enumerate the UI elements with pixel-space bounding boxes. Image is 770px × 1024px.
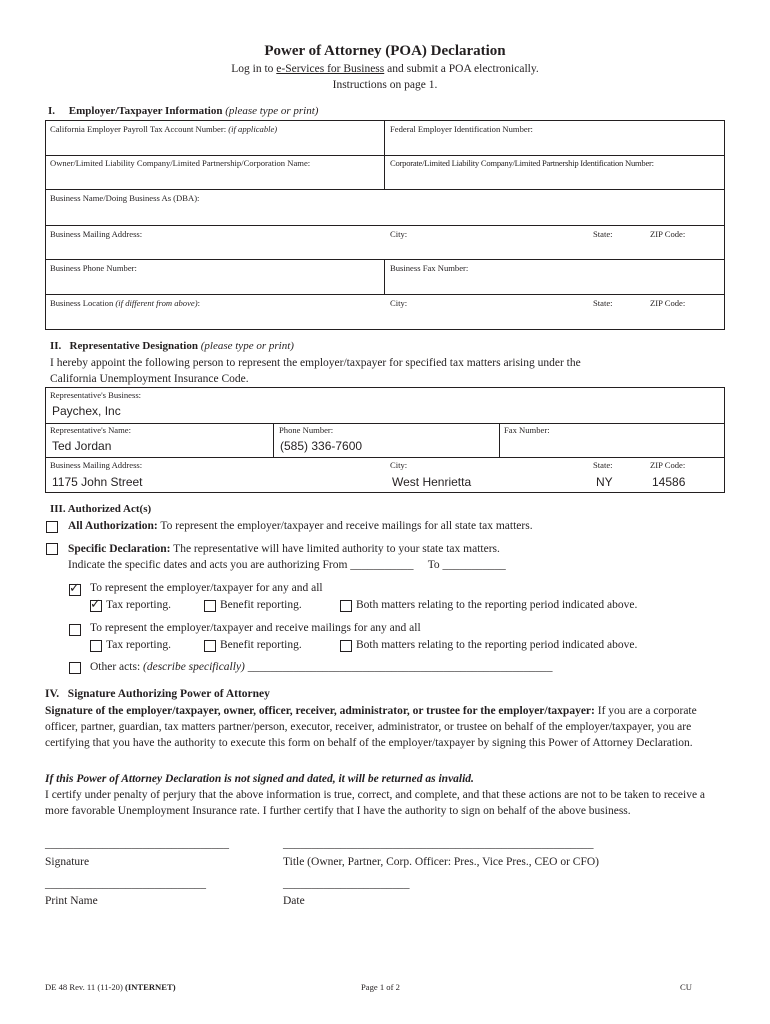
fein-field[interactable]: Federal Employer Identification Number: <box>390 124 533 134</box>
corp-id-field[interactable]: Corporate/Limited Liability Company/Limited Partnership Identification Number: <box>390 158 654 168</box>
header-prefix: Log in to <box>231 63 277 75</box>
mailing-address-field[interactable]: Business Mailing Address: <box>50 229 143 239</box>
section-4-paragraph-1 <box>45 703 723 752</box>
page-number: Page 1 of 2 <box>361 982 400 992</box>
section-3-heading: III. Authorized Act(s) <box>50 503 152 515</box>
other-acts-line[interactable]: _____________________________________________________ <box>244 661 553 673</box>
option-1-tax-checkbox[interactable] <box>90 600 102 612</box>
rep-mailing-label: Business Mailing Address: <box>50 460 143 470</box>
rep-city-label: City: <box>390 460 408 470</box>
option-1-benefit-label: Benefit reporting. <box>220 599 302 611</box>
print-name-label: Print Name <box>45 895 98 907</box>
form-id-text: DE 48 Rev. 11 (11-20) <box>45 982 125 992</box>
zip2-field[interactable]: ZIP Code: <box>650 298 686 308</box>
option-2-both-label: Both matters relating to the reporting period indicated above. <box>356 639 638 651</box>
invalid-warning: If this Power of Attorney Declaration is not signed and dated, it will be returned as invalid. <box>45 773 474 785</box>
all-authorization-text <box>68 520 533 532</box>
section-4-rest: If you are a corporate officer, partner, guardian, tax matters partner/person, executor, receiver, administrator, or trustee on behalf of the employer/taxpayer, you are certifying that you have the authority to execute this form on behalf of the employer/taxpayer by signing this Power of Attorney Declaration. <box>45 705 697 750</box>
section-4-heading: IV. Signature Authorizing Power of Attorney <box>45 688 270 700</box>
section-4-intro: Signature of the employer/taxpayer, owner, officer, receiver, administrator, or trustee for the employer/taxpayer: <box>45 705 595 717</box>
print-name-line[interactable]: ____________________________ <box>45 878 206 890</box>
signature-line[interactable]: ________________________________ <box>45 838 229 850</box>
option-1-benefit-checkbox[interactable] <box>204 600 216 612</box>
rep-zip-label: ZIP Code: <box>650 460 686 470</box>
ca-account-note: (if applicable) <box>228 124 278 134</box>
option-2-tax-checkbox[interactable] <box>90 640 102 652</box>
rep-city-value[interactable]: West Henrietta <box>392 475 472 489</box>
section-2-note: (please type or print) <box>200 340 294 352</box>
option-1-both-checkbox[interactable] <box>340 600 352 612</box>
rep-business-value[interactable]: Paychex, Inc <box>52 404 121 418</box>
other-acts-label: Other acts: <box>90 661 141 673</box>
option-2-tax-label: Tax reporting. <box>106 639 171 651</box>
rep-phone-label: Phone Number: <box>279 425 334 435</box>
location-label: Business Location <box>50 298 114 308</box>
location-note: (if different from above) <box>115 298 198 308</box>
state-field[interactable]: State: <box>593 229 613 239</box>
city-field[interactable]: City: <box>390 229 408 239</box>
option-2-both-checkbox[interactable] <box>340 640 352 652</box>
specific-declaration-checkbox[interactable] <box>46 543 58 555</box>
page-title: Power of Attorney (POA) Declaration <box>264 43 506 59</box>
form-id <box>45 982 176 992</box>
option-2-checkbox[interactable] <box>69 624 81 636</box>
rep-name-label: Representative's Name: <box>50 425 132 435</box>
all-authorization-checkbox[interactable] <box>46 521 58 533</box>
option-2-benefit-label: Benefit reporting. <box>220 639 302 651</box>
specific-dates-line[interactable]: Indicate the specific dates and acts you are authorizing From ___________ To ___________ <box>68 559 506 571</box>
rep-phone-value[interactable]: (585) 336-7600 <box>280 439 363 453</box>
specific-declaration-desc: The representative will have limited authority to your state tax matters. <box>170 543 500 555</box>
header-line-2: Instructions on page 1. <box>332 79 438 91</box>
certify-paragraph: I certify under penalty of perjury that the above information is true, correct, and complete, and that these actions are not to be taken to receive a more favorable Unemployment Insurance rate. I further certify that I have the authority to sign on behalf of the above business. <box>45 789 706 818</box>
location-colon: : <box>197 298 200 308</box>
section-2-text-line-2: California Unemployment Insurance Code. <box>50 373 249 386</box>
title-line[interactable]: ______________________________________________________ <box>283 838 594 850</box>
all-authorization-desc: To represent the employer/taxpayer and receive mailings for all state tax matters. <box>157 520 533 532</box>
ca-account-field[interactable] <box>50 124 277 134</box>
other-acts-note: (describe specifically) <box>143 661 245 673</box>
date-line[interactable]: ______________________ <box>283 878 410 890</box>
option-2-benefit-checkbox[interactable] <box>204 640 216 652</box>
option-2-text: To represent the employer/taxpayer and receive mailings for any and all <box>90 622 421 634</box>
section-2-title: II. Representative Designation <box>50 340 198 352</box>
title-label: Title (Owner, Partner, Corp. Officer: Pres., Vice Pres., CEO or CFO) <box>283 856 599 868</box>
rep-zip-value[interactable]: 14586 <box>652 475 686 489</box>
option-1-tax-label: Tax reporting. <box>106 599 171 611</box>
owner-name-field[interactable]: Owner/Limited Liability Company/Limited Partnership/Corporation Name: <box>50 158 311 168</box>
date-label: Date <box>283 895 305 907</box>
all-authorization-label: All Authorization: <box>68 520 158 532</box>
signature-label: Signature <box>45 856 90 868</box>
city2-field[interactable]: City: <box>390 298 408 308</box>
section-1-title: I. Employer/Taxpayer Information <box>48 105 223 117</box>
rep-mailing-value[interactable]: 1175 John Street <box>52 475 143 489</box>
eservices-link[interactable]: e-Services for Business <box>276 63 385 75</box>
other-acts-text <box>90 661 553 673</box>
rep-state-value[interactable]: NY <box>596 475 613 489</box>
option-1-checkbox[interactable] <box>69 584 81 596</box>
specific-declaration-text <box>68 543 500 555</box>
header-line-1 <box>0 63 770 75</box>
fax-field[interactable]: Business Fax Number: <box>390 263 469 273</box>
phone-field[interactable]: Business Phone Number: <box>50 263 137 273</box>
section-2-text-line-1: I hereby appoint the following person to represent the employer/taxpayer for specified tax matters arising under the <box>50 357 581 369</box>
section-2-heading <box>50 340 294 352</box>
other-acts-checkbox[interactable] <box>69 662 81 674</box>
specific-declaration-label: Specific Declaration: <box>68 543 171 555</box>
rep-business-label: Representative's Business: <box>50 390 142 400</box>
form-id-internet: (INTERNET) <box>124 982 176 992</box>
section-2-text <box>50 355 730 387</box>
section-1-heading <box>48 105 318 117</box>
zip-field[interactable]: ZIP Code: <box>650 229 686 239</box>
ca-account-label: California Employer Payroll Tax Account Number: <box>50 124 227 134</box>
option-1-text: To represent the employer/taxpayer for any and all <box>90 582 323 594</box>
option-1-both-label: Both matters relating to the reporting period indicated above. <box>356 599 638 611</box>
rep-fax-label: Fax Number: <box>504 425 550 435</box>
rep-state-label: State: <box>593 460 613 470</box>
state2-field[interactable]: State: <box>593 298 613 308</box>
dba-field[interactable]: Business Name/Doing Business As (DBA): <box>50 193 200 203</box>
section-1-note: (please type or print) <box>225 105 319 117</box>
location-field[interactable] <box>50 298 200 308</box>
form-code: CU <box>680 982 692 992</box>
rep-name-value[interactable]: Ted Jordan <box>52 439 112 453</box>
header-suffix: and submit a POA electronically. <box>384 63 539 75</box>
